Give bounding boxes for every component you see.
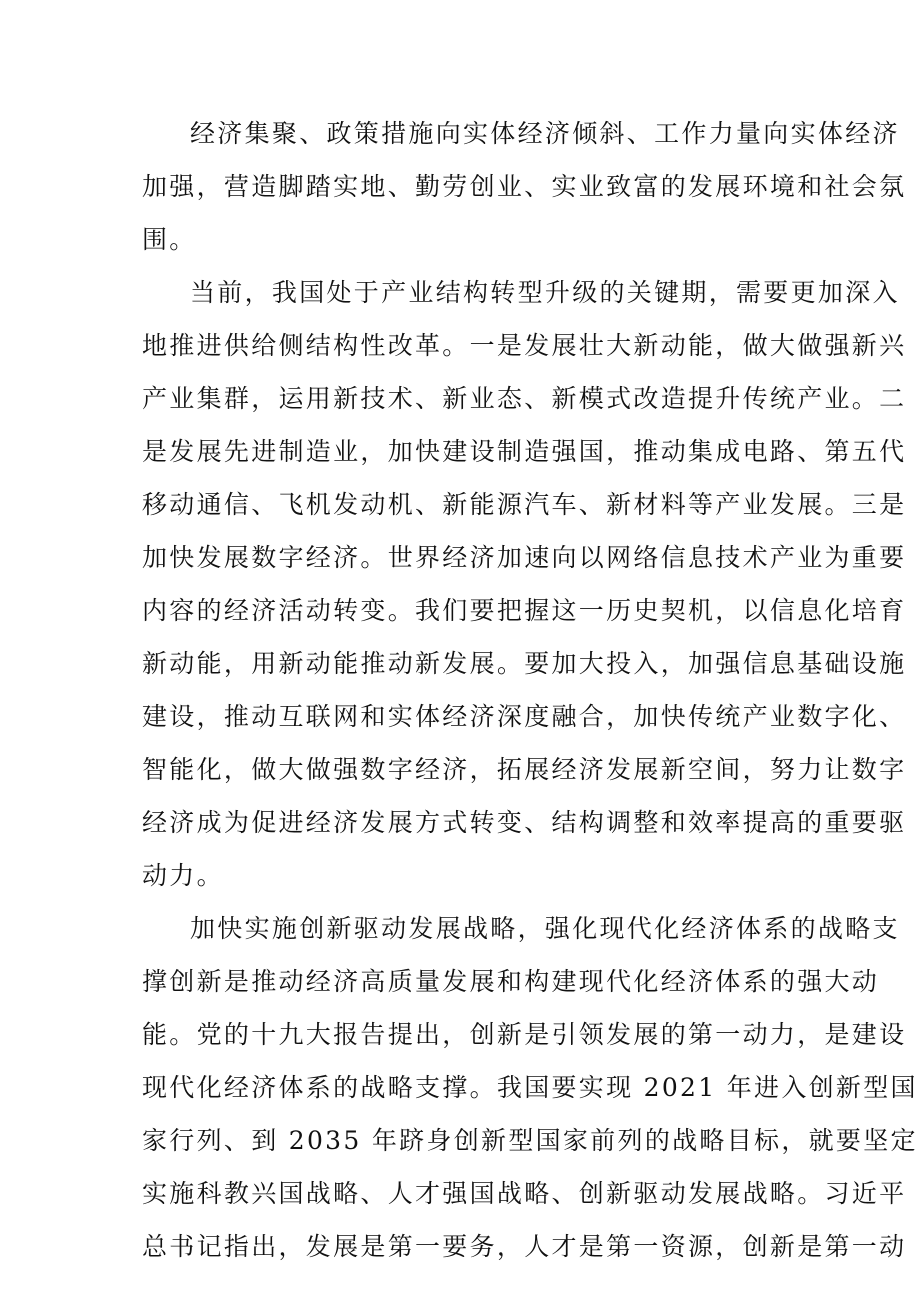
text-line: 围。 xyxy=(142,225,197,254)
text-line: 动力。 xyxy=(142,861,224,890)
text-line: 移动通信、飞机发动机、新能源汽车、新材料等产业发展。三是 xyxy=(142,490,907,519)
text-line: 现代化经济体系的战略支撑。我国要实现 2021 年进入创新型国 xyxy=(142,1073,918,1102)
text-line: 新动能，用新动能推动新发展。要加大投入，加强信息基础设施 xyxy=(142,649,907,678)
text-line: 内容的经济活动转变。我们要把握这一历史契机，以信息化培育 xyxy=(142,596,907,625)
paragraph xyxy=(142,274,907,910)
text-line: 智能化，做大做强数字经济，拓展经济发展新空间，努力让数字 xyxy=(142,755,907,784)
text-line: 是发展先进制造业，加快建设制造强国，推动集成电路、第五代 xyxy=(142,437,907,466)
text-line: 加快实施创新驱动发展战略，强化现代化经济体系的战略支 xyxy=(190,914,900,943)
text-line: 加强，营造脚踏实地、勤劳创业、实业致富的发展环境和社会氛 xyxy=(142,172,907,201)
text-line: 当前，我国处于产业结构转型升级的关键期，需要更加深入 xyxy=(190,278,900,307)
text-line: 实施科教兴国战略、人才强国战略、创新驱动发展战略。习近平 xyxy=(142,1179,907,1208)
text-line: 能。党的十九大报告提出，创新是引领发展的第一动力，是建设 xyxy=(142,1020,907,1049)
text-line: 总书记指出，发展是第一要务，人才是第一资源，创新是第一动 xyxy=(142,1232,907,1261)
text-line: 产业集群，运用新技术、新业态、新模式改造提升传统产业。二 xyxy=(142,384,907,413)
text-line: 撑创新是推动经济高质量发展和构建现代化经济体系的强大动 xyxy=(142,967,880,996)
paragraph xyxy=(142,115,907,274)
text-line: 加快发展数字经济。世界经济加速向以网络信息技术产业为重要 xyxy=(142,543,907,572)
text-line: 经济成为促进经济发展方式转变、结构调整和效率提高的重要驱 xyxy=(142,808,907,837)
paragraph xyxy=(142,910,918,1281)
text-line: 经济集聚、政策措施向实体经济倾斜、工作力量向实体经济 xyxy=(190,119,900,148)
text-line: 建设，推动互联网和实体经济深度融合，加快传统产业数字化、 xyxy=(142,702,907,731)
text-line: 家行列、到 2035 年跻身创新型国家前列的战略目标，就要坚定 xyxy=(142,1126,918,1155)
text-line: 地推进供给侧结构性改革。一是发展壮大新动能，做大做强新兴 xyxy=(142,331,907,360)
